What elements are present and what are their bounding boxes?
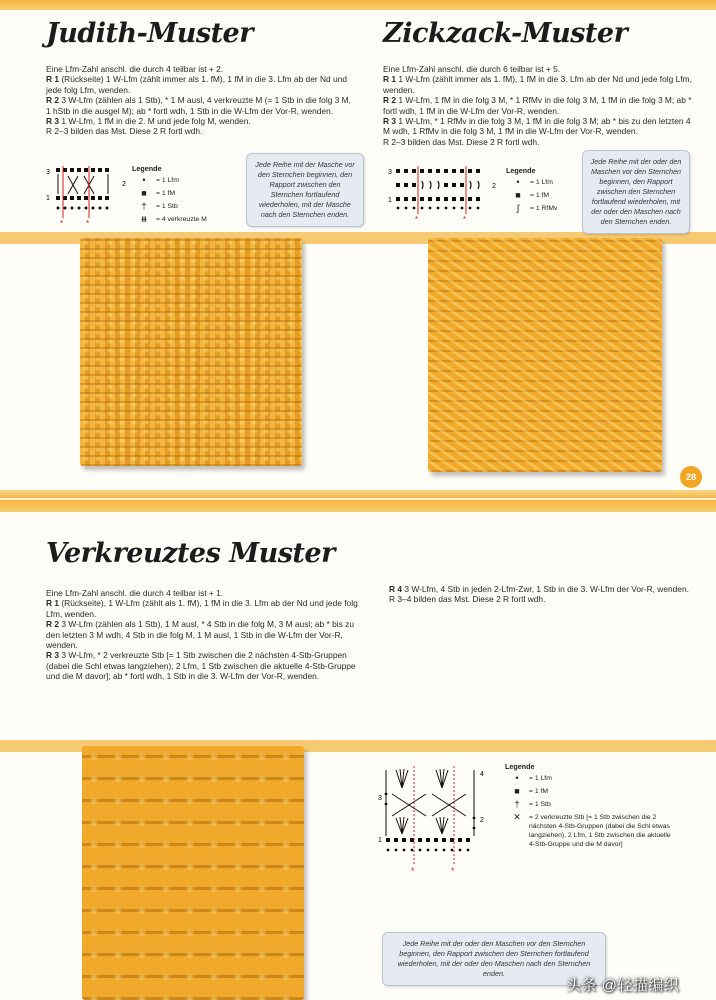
single-crochet-icon: ■	[514, 786, 520, 796]
top-page-edge	[0, 490, 716, 498]
verkreuzt-swatch	[82, 746, 304, 1000]
judith-legend-item: = 1 fM	[156, 190, 176, 197]
judith-legend-item: = 4 verkreuzte M	[156, 216, 207, 223]
zickzack-row-2: 2	[492, 183, 496, 190]
zickzack-r2-text: 1 W-Lfm, 1 fM in die folg 3 M, * 1 RfMv in die folg 3 M, 1 fM in die folg 3 M; ab * fortl wdh, 1 fM in die W-Lfm der Vor-R, wenden.	[383, 95, 692, 116]
judith-instructions	[46, 64, 354, 137]
verkreuzt-r2-text: 3 W-Lfm (zählen als 1 Stb), 1 M ausl, * 4 Stb in die folg M, 3 M ausl; ab * bis zu den letzten 3 M wdh, 4 Stb in die folg M, 1 M ausl, 1 Stb in die W-Lfm der Vor-R, wenden.	[46, 619, 355, 651]
chain-icon: •	[516, 177, 520, 187]
judith-legend	[132, 164, 242, 228]
verkreuzt-r1-label: R 1	[46, 598, 60, 609]
zickzack-title: Zickzack-Muster	[383, 18, 628, 49]
single-crochet-icon: ■	[515, 190, 521, 200]
bottom-band	[0, 500, 716, 512]
verkreuzt-legend-title: Legende	[505, 762, 535, 771]
judith-legend-item: = 1 Stb	[156, 203, 178, 210]
chain-icon: •	[142, 175, 146, 185]
zickzack-repeat: R 2–3 bilden das Mst. Diese 2 R fortl wdh.	[383, 136, 540, 147]
verkreuzt-r3-text: 3 W-Lfm, * 2 verkreuzte Stb [= 1 Stb zwischen die 2 nächsten 4-Stb-Gruppen (dabei die Schl etwas langziehen), 2 Lfm, 1 Stb zwischen die aktuelle 4-Stb-Gruppe und die M davor]; ab * fortl wdh, 1 Stb in die 3. W-Lfm der Vor-R, wenden.	[46, 650, 356, 682]
judith-chart	[46, 164, 126, 226]
svg-text:*: *	[451, 866, 455, 876]
judith-repeat: R 2–3 bilden das Mst. Diese 2 R fortl wdh.	[46, 126, 203, 137]
double-crochet-icon: †	[514, 799, 520, 809]
zickzack-legend-item: = 1 Lfm	[530, 179, 553, 186]
zickzack-legend-item: = 1 RfMv	[530, 205, 558, 212]
judith-row-2: 2	[122, 181, 126, 188]
zickzack-row-1: 1	[388, 197, 392, 204]
verkreuzt-legend-item: = 1 Lfm	[529, 775, 552, 782]
verkreuzt-r3-label: R 3	[46, 650, 60, 661]
zickzack-r1-label: R 1	[383, 74, 397, 85]
zickzack-row-3: 3	[388, 169, 392, 176]
judith-note: Jede Reihe mit der Masche vor den Sternchen beginnen, den Rapport zwischen den Sternchen fortlaufend wiederholen, mit der Masche nach den Sternchen enden.	[246, 153, 364, 227]
verkreuzt-legend	[505, 762, 673, 853]
crossed-stitch-icon: ⧻	[140, 214, 148, 224]
judith-r3-label: R 3	[46, 116, 60, 127]
zickzack-swatch	[428, 238, 662, 472]
judith-legend-item: = 1 Lfm	[156, 177, 179, 184]
judith-legend-title: Legende	[132, 164, 162, 173]
judith-row-3: 3	[46, 169, 50, 176]
verkreuzt-r1-text: (Rückseite), 1 W-Lfm (zählt als 1. fM), 1 fM in die 3. Lfm ab der Nd und jede folg Lfm, wenden.	[46, 598, 358, 619]
verkreuzt-chart	[378, 766, 494, 878]
verkreuzt-r4-text: 3 W-Lfm, 4 Stb in jeden 2-Lfm-Zwr, 1 Stb in die 3. W-Lfm der Vor-R, wenden.	[402, 584, 689, 594]
zickzack-r1-text: 1 W-Lfm (zählt immer als 1. fM), 1 fM in die 3. Lfm ab der Nd und jede folg Lfm, wenden.	[383, 74, 692, 95]
verkreuzt-row-4: 4	[480, 771, 484, 778]
single-crochet-icon: ■	[141, 188, 147, 198]
verkreuzt-note: Jede Reihe mit der oder den Maschen vor den Sternchen beginnen, den Rapport zwischen den Sternchen fortlaufend wiederholen, mit der oder den Maschen nach den Sternchen enden.	[382, 932, 606, 986]
zickzack-legend	[506, 166, 576, 217]
judith-intro: Eine Lfm-Zahl anschl. die durch 4 teilbar ist + 2.	[46, 64, 224, 74]
zickzack-r2-label: R 2	[383, 95, 397, 106]
zickzack-legend-title: Legende	[506, 166, 536, 175]
judith-swatch	[80, 238, 302, 466]
judith-r1-label: R 1	[46, 74, 60, 85]
judith-r2-label: R 2	[46, 95, 60, 106]
judith-row-1: 1	[46, 195, 50, 202]
verkreuzt-instructions	[46, 588, 358, 682]
chain-icon: •	[515, 773, 519, 783]
svg-text:*: *	[60, 219, 64, 228]
zickzack-note: Jede Reihe mit der oder den Maschen vor den Sternchen beginnen, den Rapport zwischen den Sternchen fortlaufend wiederholen, mit der oder den Maschen nach den Sternchen enden.	[582, 150, 690, 234]
verkreuzt-r4-label: R 4	[389, 584, 403, 594]
zickzack-legend-item: = 1 fM	[530, 192, 550, 199]
verkreuzt-intro: Eine Lfm-Zahl anschl. die durch 4 teilbar ist + 1.	[46, 588, 224, 598]
crossed-double-crochet-icon: ✕	[513, 812, 521, 822]
judith-r1-text: (Rückseite) 1 W-Lfm (zählt immer als 1. fM), 1 fM in die 3. Lfm ab der Nd und jede folg Lfm, wenden.	[46, 74, 347, 95]
page-number: 28	[680, 466, 702, 488]
zickzack-intro: Eine Lfm-Zahl anschl. die durch 6 teilbar ist + 5.	[383, 64, 561, 74]
top-band	[0, 0, 716, 10]
judith-r2-text: 3 W-Lfm (zählen als 1 Stb), * 1 M ausl, 4 verkreuzte M (= 1 Stb in die folg 3 M, 1 hStb in die ausgel M); ab * fortl wdh, 1 Stb in die W-Lfm der Vor-R, wenden.	[46, 95, 351, 116]
verkreuzt-repeat: R 3–4 bilden das Mst. Diese 2 R fortl wdh.	[389, 594, 546, 605]
svg-text:*: *	[415, 215, 419, 224]
svg-text:*: *	[411, 866, 415, 876]
verkreuzt-legend-item: = 1 Stb	[529, 801, 551, 808]
double-crochet-icon: †	[141, 201, 147, 211]
svg-text:*: *	[463, 215, 467, 224]
bottom-page	[0, 500, 716, 1000]
reverse-sc-icon: ʃ	[517, 203, 519, 213]
judith-title: Judith-Muster	[46, 18, 253, 49]
svg-text:*: *	[86, 219, 90, 228]
verkreuzt-legend-item: = 1 fM	[529, 788, 549, 795]
zickzack-instructions	[383, 64, 695, 147]
judith-r3-text: 1 W-Lfm, 1 fM in die 2. M und jede folg M, wenden.	[59, 116, 251, 127]
verkreuzt-instructions-continued	[389, 584, 701, 605]
zickzack-r3-text: 1 W-Lfm, * 1 RfMv in die folg 3 M, 1 fM in die folg 3 M; ab * bis zu den letzten 4 M wdh, 1 RfMv in die folg 3 M, 1 fM in die W-Lfm der Vor-R, wenden.	[383, 116, 691, 137]
verkreuzt-legend-item: = 2 verkreuzte Stb [= 1 Stb zwischen die 2 nächsten 4-Stb-Gruppen (dabei die Schl etwas langziehen), 2 Lfm, 1 Stb zwischen die aktuelle 4-Stb-Gruppe und die M davor]	[529, 814, 671, 848]
verkreuzt-r2-label: R 2	[46, 619, 60, 630]
verkreuzt-title: Verkreuztes Muster	[46, 538, 335, 569]
watermark: 头条 @轻描编织	[566, 977, 680, 994]
verkreuzt-row-2: 2	[480, 817, 484, 824]
zickzack-r3-label: R 3	[383, 116, 397, 127]
verkreuzt-row-1: 1	[378, 837, 382, 844]
verkreuzt-row-3: 3	[378, 795, 382, 802]
top-page	[0, 0, 716, 498]
zickzack-chart	[388, 166, 500, 222]
